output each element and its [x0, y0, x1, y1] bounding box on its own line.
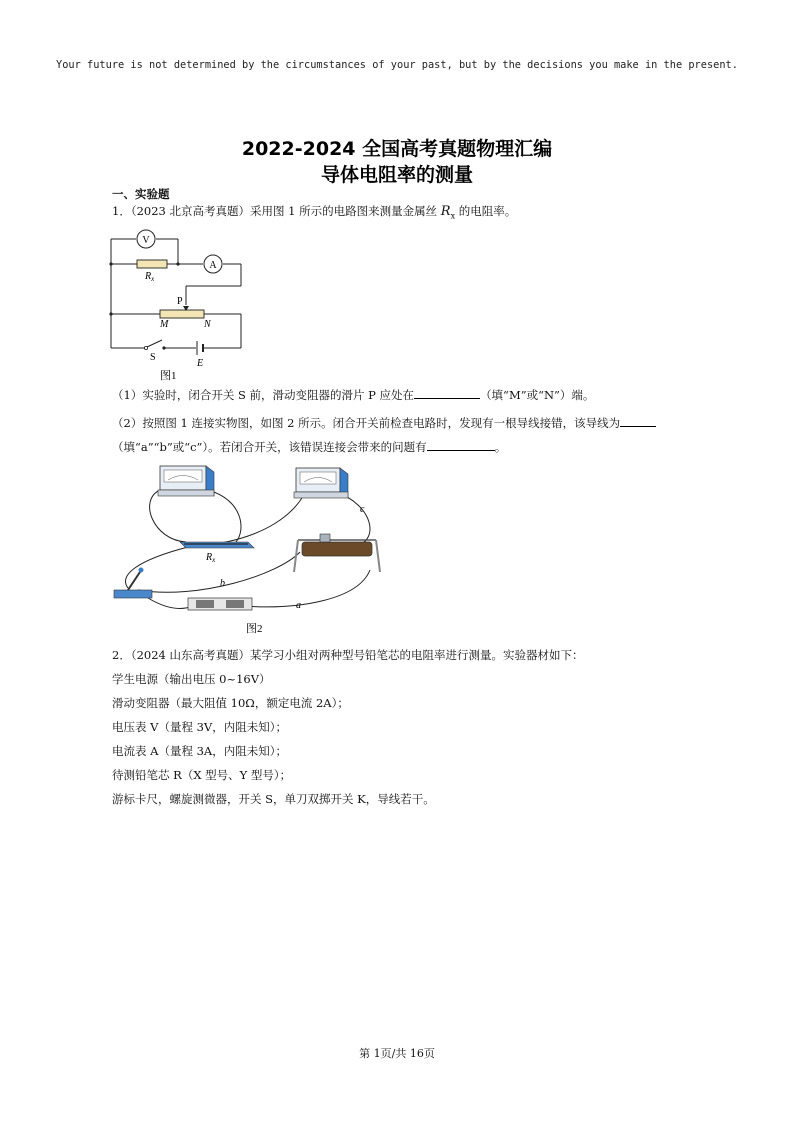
figure-2-caption: 图2: [246, 623, 263, 635]
fig1-n-label: N: [204, 319, 211, 330]
q2-item-pencil-lead: 待测铅笔芯 R（X 型号、Y 型号）；: [112, 768, 292, 782]
fig2-wire-a-label: a: [296, 600, 301, 611]
q1-subquestion-2: [112, 414, 656, 431]
q1-sub1-text-post: （填“M”或“N”）端。: [480, 388, 595, 402]
section-heading: 一、实验题: [112, 187, 170, 201]
figure-2-apparatus: [108, 460, 398, 640]
q1-sub2-answer-blank-1[interactable]: [620, 414, 656, 427]
q2-item-tools: 游标卡尺，螺旋测微器，开关 S，单刀双掷开关 K，导线若干。: [112, 792, 435, 806]
fig1-m-label: M: [160, 319, 169, 330]
q1-subquestion-1: [112, 386, 594, 403]
fig1-battery-label: E: [197, 358, 204, 369]
fig2-ammeter: [294, 468, 348, 498]
q1-sub2-cont-text: （填“a”“b”或“c”）。若闭合开关，该错误连接会带来的问题有: [112, 440, 427, 454]
q2-item-voltmeter: 电压表 V（量程 3V，内阻未知）；: [112, 720, 287, 734]
fig2-wire-b-label: b: [220, 578, 225, 589]
q1-sub2-answer-blank-2[interactable]: [427, 438, 495, 451]
page-footer: 第 1页/共 16页: [359, 1047, 435, 1060]
document-title-line1: 2022-2024 全国高考真题物理汇编: [241, 138, 553, 160]
fig1-switch-label: S: [150, 352, 156, 363]
q1-stem-sub: x: [450, 211, 456, 221]
q1-sub2-cont-post: 。: [494, 440, 507, 454]
q2-item-ammeter: 电流表 A（量程 3A，内阻未知）；: [112, 744, 287, 758]
q2-item-power-supply: 学生电源（输出电压 0~16V）: [112, 672, 271, 686]
fig2-wire-c-label: c: [360, 504, 365, 515]
figure-1-caption: 图1: [160, 370, 177, 382]
q1-subquestion-2-cont: [112, 438, 506, 455]
motto-header: Your future is not determined by the circumstances of your past, but by the decisions you make in the present.: [56, 59, 738, 71]
fig2-rheostat: [294, 534, 380, 572]
fig2-rx-board: [180, 542, 254, 548]
q1-stem-pre: 1．（2023 北京高考真题）采用图 1 所示的电路图来测量金属丝: [112, 204, 441, 218]
fig2-voltmeter: [158, 466, 214, 496]
q2-item-rheostat: 滑动变阻器（最大阻值 10Ω，额定电流 2A）；: [112, 696, 349, 710]
document-title-line2: 导体电阻率的测量: [320, 164, 473, 186]
fig1-slider-label: P: [177, 296, 183, 307]
q1-stem-post: 的电阻率。: [455, 204, 517, 218]
q1-stem: [112, 203, 516, 224]
fig1-ammeter-label: A: [209, 260, 217, 271]
q1-stem-var: R: [440, 204, 451, 219]
q1-sub1-text: （1）实验时，闭合开关 S 前，滑动变阻器的滑片 P 应处在: [112, 388, 415, 402]
q2-stem: 2．（2024 山东高考真题）某学习小组对两种型号铅笔芯的电阻率进行测量。实验器材如下：: [112, 648, 584, 662]
fig1-voltmeter-label: V: [142, 235, 150, 246]
fig1-rx-label: $R_x$: [145, 271, 155, 283]
q1-sub1-answer-blank[interactable]: [414, 386, 480, 399]
fig2-battery: [188, 598, 252, 610]
figure-1-circuit: [105, 226, 255, 386]
fig2-switch: [114, 568, 152, 599]
q1-sub2-text: （2）按照图 1 连接实物图，如图 2 所示。闭合开关前检查电路时，发现有一根导线接错，该导线为: [112, 416, 621, 430]
fig2-rx-label: $R_x$: [206, 552, 216, 564]
